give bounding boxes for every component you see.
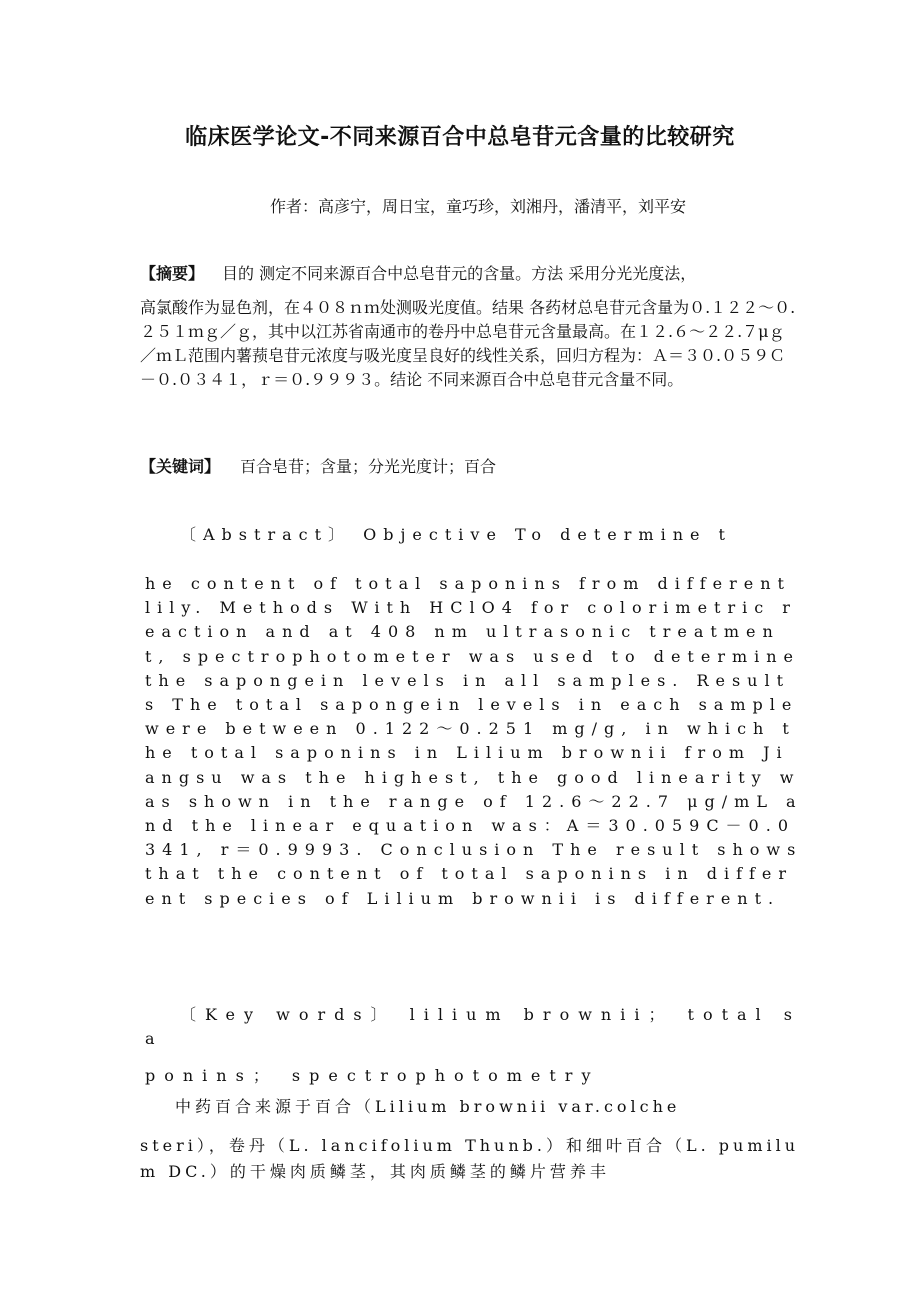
abstract-cn (140, 262, 800, 392)
body-paragraph (140, 1095, 800, 1185)
body-rest: steri），卷丹（L. lancifolium Thunb.）和细叶百合（L. pumilum DC.）的干燥肉质鳞茎，其肉质鳞茎的鳞片营养丰 (140, 1136, 800, 1181)
abstract-en (145, 523, 805, 911)
keywords-en (145, 1003, 805, 1088)
keywords-cn (140, 454, 496, 477)
abstract-cn-body: 高氯酸作为显色剂，在４０８ｎｍ处测吸光度值。结果 各药材总皂苷元含量为０.１２２～０.２５１ｍｇ／ｇ，其中以江苏省南通市的卷丹中总皂苷元含量最高。在１２.６～２２.７μｇ／ｍＬ范围内薯蓣皂苷元浓度与吸光度呈良好的线性关系，回归方程为：Ａ＝３０.０５９Ｃ－０.０３４１，ｒ＝０.９９９３。结论 不同来源百合中总皂苷元含量不同。 (140, 298, 796, 389)
keywords-en-rest: ponins； spectrophotometry (145, 1066, 600, 1085)
keywords-en-first-line (145, 1003, 805, 1051)
abstract-cn-first-line (140, 262, 800, 286)
keywords-en-label: 〔Key words〕 (180, 1005, 396, 1024)
abstract-cn-line1: 目的 测定不同来源百合中总皂苷元的含量。方法 采用分光光度法， (222, 264, 697, 283)
keywords-cn-label: 【关键词】 (140, 457, 221, 476)
abstract-en-line1: 〔Abstract〕 Objective To determine t (180, 525, 732, 544)
author-line: 作者：高彦宁，周日宝，童巧珍，刘湘丹，潘清平，刘平安 (270, 197, 687, 216)
body-line1: 中药百合来源于百合（Lilium brownii var.colche (175, 1097, 681, 1116)
keywords-cn-text: 百合皂苷；含量；分光光度计；百合 (240, 457, 497, 476)
abstract-cn-label: 【摘要】 (140, 264, 205, 283)
keywords-en-text: lilium brownii； total sa (145, 1005, 801, 1048)
paper-title: 临床医学论文-不同来源百合中总皂苷元含量的比较研究 (185, 125, 735, 150)
abstract-en-body: he content of total saponins from different lily. Methods With HClO4 for colorimetric reaction and at 408 nm ultrasonic treatment, spectrophotometer was used to determine the sapongein levels in all samples. Results The total sapongein levels in each sample were between 0.122～0.251 mg/g, in which the total saponins in Lilium brownii from Jiangsu was the highest, the good linearity was shown in the range of 12.6～22.7 μg/mL and the linear equation was：A＝30.059C－0.0341, r＝0.9993. Conclusion The result shows that the content of total saponins in different species of Lilium brownii is different. (145, 574, 803, 908)
